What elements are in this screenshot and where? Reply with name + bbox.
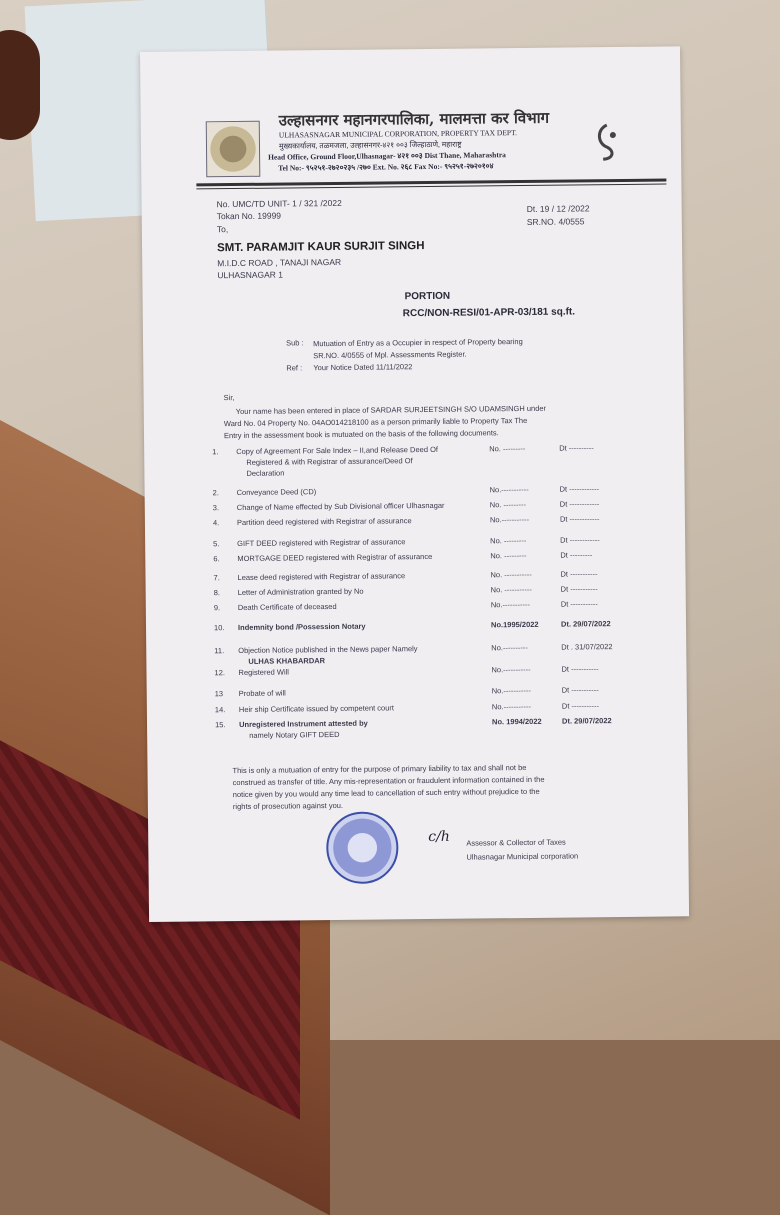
document-number: 5.	[213, 539, 220, 549]
document-date: Dt -----------	[560, 599, 598, 609]
footer-note-line2: construed as transfer of title. Any mis-representation or fraudulent information contained in the	[232, 774, 545, 788]
salutation: Sir,	[223, 393, 235, 403]
document-text: Registered Will	[238, 667, 289, 678]
footer-note-line3: notice given by you would any time lead to cancellation of such entry without prejudice to the	[232, 786, 540, 800]
document-text-line2: namely Notary GIFT DEED	[249, 729, 340, 740]
document-no: No. ---------	[489, 443, 526, 454]
document-number: 1.	[212, 447, 219, 457]
document-number: 9.	[213, 603, 221, 613]
document-text: Conveyance Deed (CD)	[236, 487, 317, 498]
reference-number: No. UMC/TD UNIT- 1 / 321 /2022	[216, 197, 342, 210]
header-org-english: ULHASASNAGAR MUNICIPAL CORPORATION, PROPERTY TAX DEPT.	[278, 128, 517, 140]
footer-note-line1: This is only a mutuation of entry for the purpose of primary liability to tax and shall not be	[232, 762, 527, 776]
footer-note-line4: rights of prosecution against you.	[232, 800, 344, 812]
official-seal-stamp	[326, 811, 399, 884]
document-date: Dt -----------	[561, 701, 599, 711]
ref-label: Ref :	[286, 363, 303, 373]
document-text: GIFT DEED registered with Registrar of assurance	[237, 537, 406, 549]
document-no: No. ---------	[490, 550, 527, 561]
document-text: Change of Name effected by Sub Divisional officer Ulhasnagar	[236, 500, 445, 513]
document-number: 12.	[214, 668, 225, 678]
document-number: 7.	[213, 573, 220, 583]
addressee-name: SMT. PARAMJIT KAUR SURJIT SINGH	[216, 240, 425, 255]
document-no: No.1995/2022	[490, 619, 539, 630]
document-no: No. ---------	[490, 535, 527, 546]
document-date: Dt ------------	[559, 514, 600, 524]
document-no: No. -----------	[490, 569, 532, 580]
document-no: No.-----------	[490, 599, 531, 610]
document-date: Dt. 29/07/2022	[561, 716, 612, 726]
document-date: Dt ----------	[559, 443, 594, 453]
addressee-line2: ULHASNAGAR 1	[217, 269, 284, 281]
signature: c/h	[428, 828, 450, 846]
document-date: Dt ---------	[560, 550, 593, 560]
document-no: No. ---------	[489, 499, 527, 510]
document-text: Objection Notice published in the News paper Namely	[238, 644, 418, 656]
header-title-marathi: उल्हासनगर महानगरपालिका, मालमत्ता कर विभाग	[278, 108, 550, 130]
document-no: No.-----------	[489, 484, 529, 495]
signatory-office: Ulhasnagar Municipal corporation	[466, 851, 579, 862]
subject-label: Sub :	[286, 338, 304, 348]
letter-date: Dt. 19 / 12 /2022	[526, 203, 590, 214]
body-para-line3: Entry in the assessment book is mutuated on the basis of the following documents.	[223, 428, 499, 441]
document-date: Dt -----------	[561, 685, 599, 695]
document-date: Dt -----------	[561, 664, 599, 674]
token-number: Tokan No. 19999	[216, 210, 282, 222]
document-text: Death Certificate of deceased	[237, 601, 337, 613]
document-sheet	[140, 46, 689, 922]
document-number: 6.	[213, 554, 220, 564]
document-no: No.-----------	[491, 701, 532, 712]
portion-label: PORTION	[404, 290, 451, 303]
header-address-marathi: मुख्यकार्यालय, तळमजला, उल्हासनगर-४२१ ००३ जिल्हाठाणे, महाराष्ट्र	[278, 139, 462, 151]
body-para-line1: Your name has been entered in place of SARDAR SURJEETSINGH S/O UDAMSINGH under	[235, 403, 547, 417]
addressee-line1: M.I.D.C ROAD , TANAJI NAGAR	[217, 256, 342, 269]
document-text: Probate of will	[238, 688, 286, 699]
document-number: 13	[214, 689, 224, 699]
subject-line2: SR.NO. 4/0555 of Mpl. Assessments Register.	[313, 349, 467, 361]
to-label: To,	[216, 224, 229, 235]
document-no: No.-----------	[489, 514, 530, 525]
document-text-line2: Registered & with Registrar of assurance/Deed Of	[246, 456, 413, 467]
portion-value: RCC/NON-RESI/01-APR-03/181 sq.ft.	[402, 306, 576, 320]
document-text: MORTGAGE DEED registered with Registrar of assurance	[237, 551, 433, 564]
document-date: Dt -----------	[560, 584, 598, 594]
document-no: No.----------	[491, 642, 528, 653]
document-no: No. -----------	[490, 584, 532, 595]
document-date: Dt ------------	[559, 499, 600, 509]
document-text-line2: ULHAS KHABARDAR	[248, 656, 326, 666]
document-number: 10.	[213, 623, 225, 633]
document-number: 14.	[214, 705, 226, 715]
document-text: Lease deed registered with Registrar of assurance	[237, 571, 406, 583]
document-text: Copy of Agreement For Sale Index – II,and Release Deed Of	[236, 444, 439, 457]
document-text: Letter of Administration granted by No	[237, 586, 364, 598]
document-number: 15.	[215, 720, 226, 730]
document-date: Dt. 29/07/2022	[560, 619, 611, 629]
document-no: No.-----------	[491, 664, 531, 675]
body-para-line2: Ward No. 04 Property No. 04AO014218100 as a person primarily liable to Property Tax The	[223, 415, 528, 429]
sr-number: SR.NO. 4/0555	[526, 216, 585, 227]
ref-text: Your Notice Dated 11/11/2022	[313, 362, 413, 373]
document-no: No. 1994/2022	[491, 716, 542, 727]
document-text-line3: Declaration	[246, 468, 285, 478]
signatory-title: Assessor & Collector of Taxes	[466, 837, 566, 848]
document-number: 2.	[212, 488, 219, 498]
header-tel: Tel No:- ९५२५१-२७२०२३५ /२७० Ext. No. २६८ Fax No:- ९५२५१-२७२०१०४	[278, 161, 494, 173]
document-text: Indemnity bond /Possession Notary	[237, 621, 366, 633]
document-date: Dt ------------	[559, 484, 600, 494]
document-number: 4.	[212, 518, 220, 528]
thumb	[0, 30, 40, 140]
document-text: Partition deed registered with Registrar of assurance	[236, 516, 412, 528]
document-number: 11.	[214, 646, 225, 656]
document-number: 8.	[213, 588, 220, 598]
subject-line1: Mutuation of Entry as a Occupier in respect of Property bearing	[313, 337, 523, 349]
tax-logo-icon	[593, 121, 621, 163]
header-head-office: Head Office, Ground Floor,Ulhasnagar- ४२१ ००३ Dist Thane, Maharashtra	[268, 150, 506, 162]
document-date: Dt . 31/07/2022	[561, 642, 613, 652]
document-number: 3.	[212, 503, 220, 513]
document-text: Unregistered Instrument attested by	[239, 718, 368, 729]
document-date: Dt ------------	[560, 535, 600, 545]
municipal-logo-icon	[206, 121, 261, 178]
document-date: Dt -----------	[560, 569, 598, 579]
document-text: Heir ship Certificate issued by competent court	[238, 703, 395, 715]
document-no: No.-----------	[491, 685, 531, 696]
